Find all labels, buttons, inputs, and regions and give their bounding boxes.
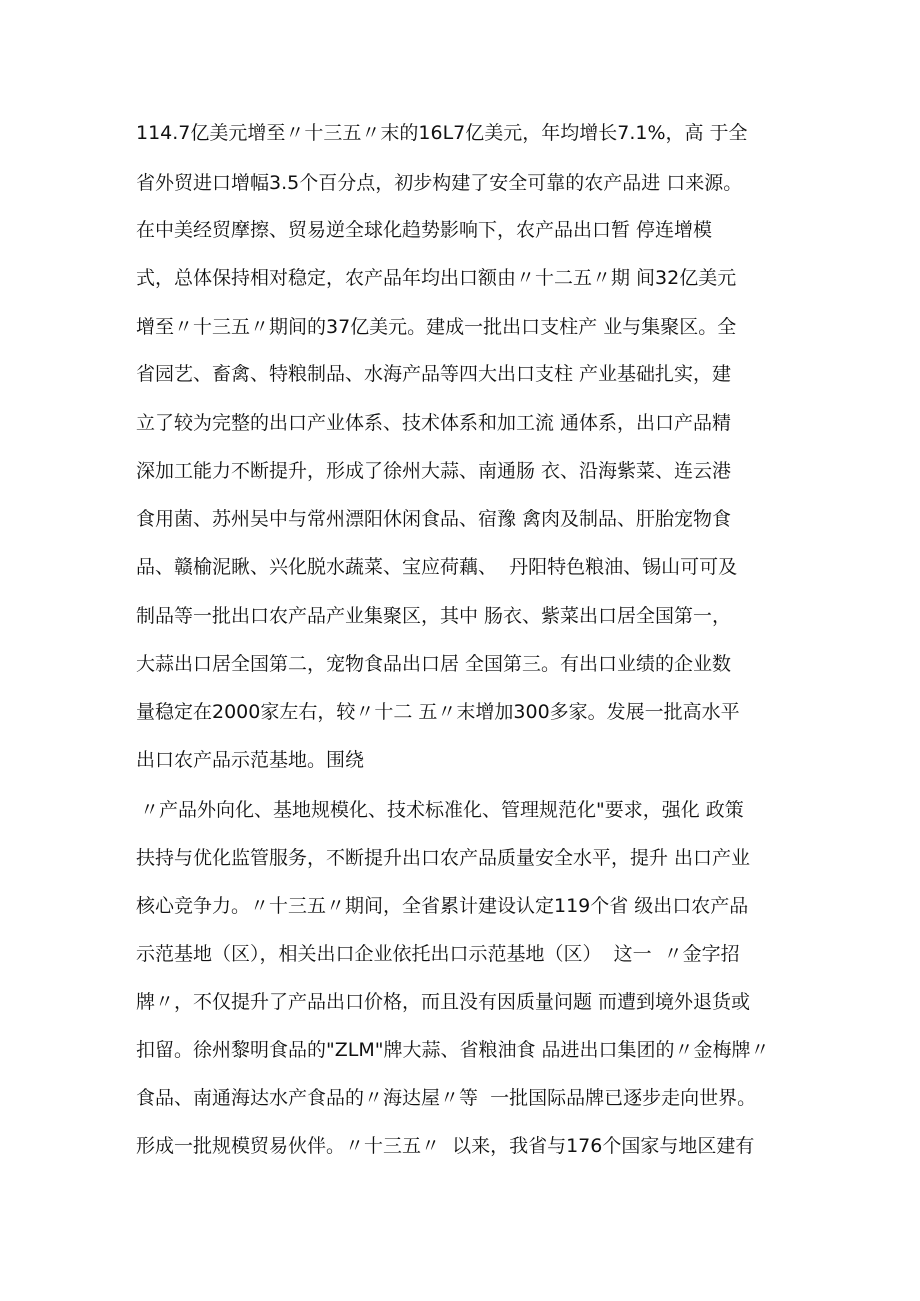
body-text-line: 扶持与优化监管服务，不断提升出口农产品质量安全水平，提升 出口产业 bbox=[136, 847, 751, 869]
body-text-line: 牌〃，不仅提升了产品出口价格，而且没有因质量问题 而遭到境外退货或 bbox=[136, 991, 751, 1013]
body-text-line: 大蒜出口居全国第二，宠物食品出口居 全国第三。有出口业绩的企业数 bbox=[136, 653, 732, 675]
body-text-line: 核心竞争力。〃十三五〃期间，全省累计建设认定119个省 级出口农产品 bbox=[136, 895, 749, 917]
body-text-line: 形成一批规模贸易伙伴。〃十三五〃 以来，我省与176个国家与地区建有 bbox=[136, 1135, 755, 1157]
body-text-line: 立了较为完整的出口产业体系、技术体系和加工流 通体系，出口产品精 bbox=[136, 412, 732, 434]
body-text-line: 扣留。徐州黎明食品的"ZLM"牌大蒜、省粮油食 品进出口集团的〃金梅牌〃 bbox=[136, 1039, 770, 1061]
body-text-line: 食品、南通海达水产食品的〃海达屋〃等 一批国际品牌已逐步走向世界。 bbox=[136, 1087, 757, 1109]
body-text-line: 省园艺、畜禽、特粮制品、水海产品等四大出口支柱 产业基础扎实，建 bbox=[136, 363, 732, 385]
body-text-line: 深加工能力不断提升，形成了徐州大蒜、南通肠 衣、沿海紫菜、连云港 bbox=[136, 460, 732, 482]
body-text-line: 式，总体保持相对稳定，农产品年均出口额由〃十二五〃期 间32亿美元 bbox=[136, 267, 737, 289]
body-text-line: 省外贸进口增幅3.5个百分点，初步构建了安全可靠的农产品进 口来源。 bbox=[136, 172, 743, 194]
body-text-line: 〃产品外向化、基地规模化、技术标准化、管理规范化"要求，强化 政策 bbox=[140, 799, 744, 821]
body-text-line: 出口农产品示范基地。围绕 bbox=[136, 749, 365, 771]
body-text-line: 品、赣榆泥瞅、兴化脱水蔬菜、宝应荷藕、 丹阳特色粮油、锡山可可及 bbox=[136, 556, 738, 578]
body-text-line: 示范基地（区），相关出口企业依托出口示范基地（区） 这一 〃金字招 bbox=[136, 943, 740, 965]
body-text-line: 在中美经贸摩擦、贸易逆全球化趋势影响下，农产品出口暂 停连增模 bbox=[136, 219, 713, 241]
body-text-line: 食用菌、苏州吴中与常州漂阳休闲食品、宿豫 禽肉及制品、肝胎宠物食 bbox=[136, 508, 732, 530]
body-text-line: 114.7亿美元增至〃十三五〃末的16L7亿美元，年均增长7.1%，高 于全 bbox=[136, 122, 748, 144]
body-text-line: 量稳定在2000家左右，较〃十二 五〃末增加300多家。发展一批高水平 bbox=[136, 701, 740, 723]
body-text-line: 制品等一批出口农产品产业集聚区，其中 肠衣、紫菜出口居全国第一， bbox=[136, 605, 732, 627]
body-text-line: 增至〃十三五〃期间的37亿美元。建成一批出口支柱产 业与集聚区。全 bbox=[136, 316, 737, 338]
